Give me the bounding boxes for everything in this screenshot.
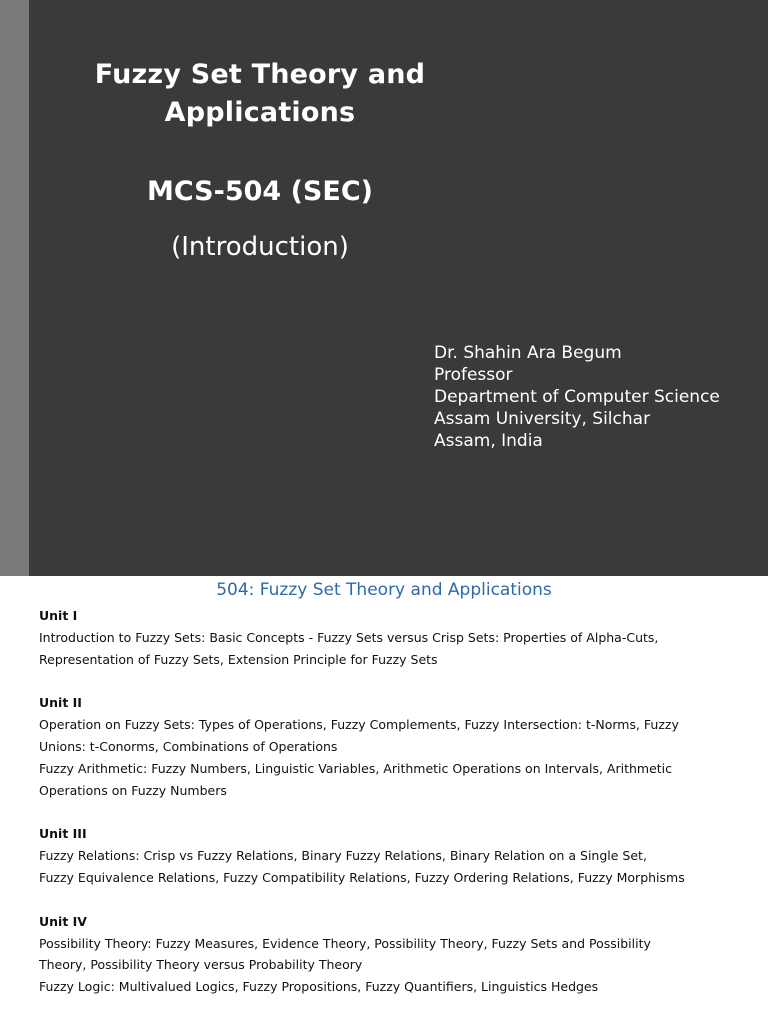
- unit-text-line: Fuzzy Equivalence Relations, Fuzzy Compatibility Relations, Fuzzy Ordering Relations, Fuzzy Morphisms: [39, 869, 685, 885]
- unit-text-line: Fuzzy Arithmetic: Fuzzy Numbers, Linguistic Variables, Arithmetic Operations on Intervals, Arithmetic: [39, 760, 673, 776]
- syllabus-slide: [0, 576, 768, 1024]
- unit-text-line: Fuzzy Logic: Multivalued Logics, Fuzzy Propositions, Fuzzy Quantifiers, Linguistics Hedges: [39, 979, 599, 995]
- unit-heading: Unit IV: [39, 913, 87, 929]
- syllabus-title: 504: Fuzzy Set Theory and Applications: [216, 580, 552, 600]
- unit-section-3: [39, 823, 729, 888]
- author-info: [434, 342, 720, 452]
- unit-heading: Unit III: [39, 826, 87, 842]
- unit-text-line: Introduction to Fuzzy Sets: Basic Concepts - Fuzzy Sets versus Crisp Sets: Properties of Alpha-Cuts,: [39, 629, 659, 645]
- unit-text-line: Operation on Fuzzy Sets: Types of Operations, Fuzzy Complements, Fuzzy Intersection: t-Norms, Fuzzy: [39, 717, 679, 733]
- author-name: Dr. Shahin Ara Begum: [434, 343, 622, 363]
- unit-section-4: [39, 911, 729, 998]
- slide-title: [60, 56, 460, 132]
- unit-heading: Unit II: [39, 695, 82, 711]
- slide-subtitle: (Introduction): [171, 232, 349, 262]
- author-location: Assam, India: [434, 431, 543, 451]
- unit-text-line: Possibility Theory: Fuzzy Measures, Evidence Theory, Possibility Theory, Fuzzy Sets and Possibility: [39, 935, 651, 951]
- slide-title-line-1: Fuzzy Set Theory and: [94, 59, 426, 90]
- unit-section-2: [39, 692, 729, 801]
- syllabus-body: [39, 605, 729, 998]
- unit-text-line: Unions: t-Conorms, Combinations of Operations: [39, 738, 338, 754]
- unit-text-line: Theory, Possibility Theory versus Probability Theory: [39, 957, 363, 973]
- course-code: MCS-504 (SEC): [147, 176, 373, 207]
- section-spacer: [39, 801, 729, 823]
- author-university: Assam University, Silchar: [434, 409, 651, 429]
- unit-text-line: Operations on Fuzzy Numbers: [39, 782, 227, 798]
- author-designation: Professor: [434, 365, 513, 385]
- section-spacer: [39, 670, 729, 692]
- unit-heading: Unit I: [39, 608, 78, 623]
- unit-text-line: Representation of Fuzzy Sets, Extension Principle for Fuzzy Sets: [39, 651, 438, 667]
- author-department: Department of Computer Science: [434, 387, 720, 407]
- accent-strip: [0, 0, 29, 576]
- slide-title-line-2: Applications: [164, 97, 356, 128]
- unit-section-1: [39, 605, 729, 670]
- section-spacer: [39, 889, 729, 911]
- unit-text-line: Fuzzy Relations: Crisp vs Fuzzy Relations, Binary Fuzzy Relations, Binary Relation on a Single Set,: [39, 848, 647, 864]
